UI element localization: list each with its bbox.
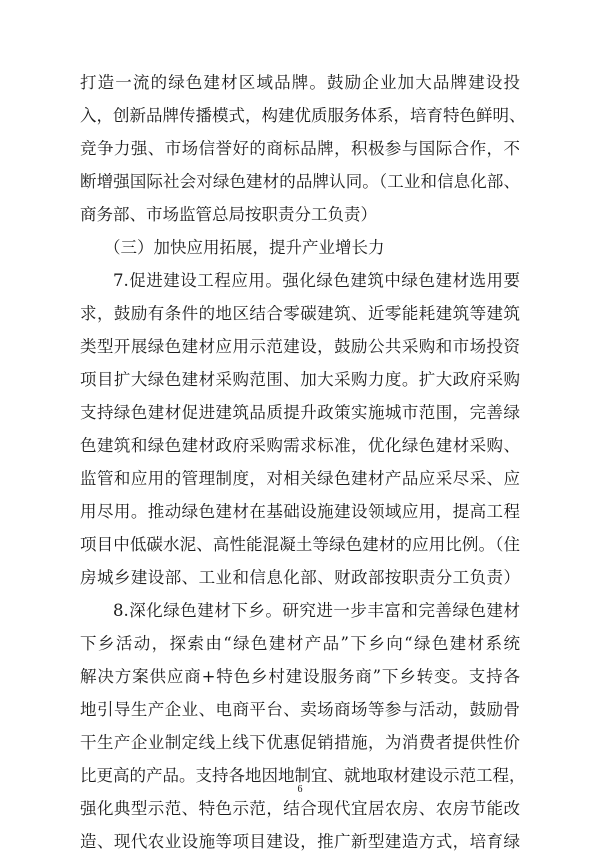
text-line: 下乡活动，探索由“绿色建材产品”下乡向“绿色建材系统: [80, 634, 520, 653]
text-line: 强化典型示范、特色示范，结合现代宜居农房、农房节能改: [80, 799, 520, 818]
text-line: 项目扩大绿色建材采购范围、加大采购力度。扩大政府采购: [80, 370, 520, 389]
text-line: 8.深化绿色建材下乡。研究进一步丰富和完善绿色建材: [113, 601, 520, 620]
text-line: 求，鼓励有条件的地区结合零碳建筑、近零能耗建筑等建筑: [80, 304, 520, 323]
text-line: 商务部、市场监管总局按职责分工负责）: [80, 205, 377, 224]
heading-text: （三）加快应用拓展，提升产业增长力: [104, 238, 385, 257]
text-line: 房城乡建设部、工业和信息化部、财政部按职责分工负责）: [80, 568, 520, 587]
text-line: 打造一流的绿色建材区域品牌。鼓励企业加大品牌建设投: [80, 73, 520, 92]
text-line: 竞争力强、市场信誉好的商标品牌，积极参与国际合作，不: [80, 139, 520, 158]
text-line: 比更高的产品。支持各地因地制宜、就地取材建设示范工程，: [80, 766, 526, 785]
paragraph-brand: [80, 66, 526, 231]
document-page: [80, 66, 526, 858]
text-line: 干生产企业制定线上线下优惠促销措施，为消费者提供性价: [80, 733, 520, 752]
page-number: 6: [297, 784, 303, 795]
text-line: 类型开展绿色建材应用示范建设，鼓励公共采购和市场投资: [80, 337, 520, 356]
text-line: 色建筑和绿色建材政府采购需求标准，优化绿色建材采购、: [80, 436, 520, 455]
section-heading: [80, 231, 520, 264]
text-line: 监管和应用的管理制度，对相关绿色建材产品应采尽采、应: [80, 469, 520, 488]
text-line: 断增强国际社会对绿色建材的品牌认同。（工业和信息化部、: [80, 172, 520, 191]
paragraph-8: [80, 594, 526, 858]
text-line: 支持绿色建材促进建筑品质提升政策实施城市范围，完善绿: [80, 403, 520, 422]
text-line: 7.促进建设工程应用。强化绿色建筑中绿色建材选用要: [113, 271, 520, 290]
text-line: 用尽用。推动绿色建材在基础设施建设领域应用，提高工程: [80, 502, 520, 521]
paragraph-7: [80, 264, 520, 594]
text-line: 地引导生产企业、电商平台、卖场商场等参与活动，鼓励骨: [80, 700, 520, 719]
text-line: 项目中低碳水泥、高性能混凝土等绿色建材的应用比例。（住: [80, 535, 520, 554]
text-line: 入，创新品牌传播模式，构建优质服务体系，培育特色鲜明、: [80, 106, 526, 125]
text-line: 造、现代农业设施等项目建设，推广新型建造方式，培育绿: [80, 832, 520, 851]
text-line: 解决方案供应商+特色乡村建设服务商”下乡转变。支持各: [80, 667, 520, 686]
